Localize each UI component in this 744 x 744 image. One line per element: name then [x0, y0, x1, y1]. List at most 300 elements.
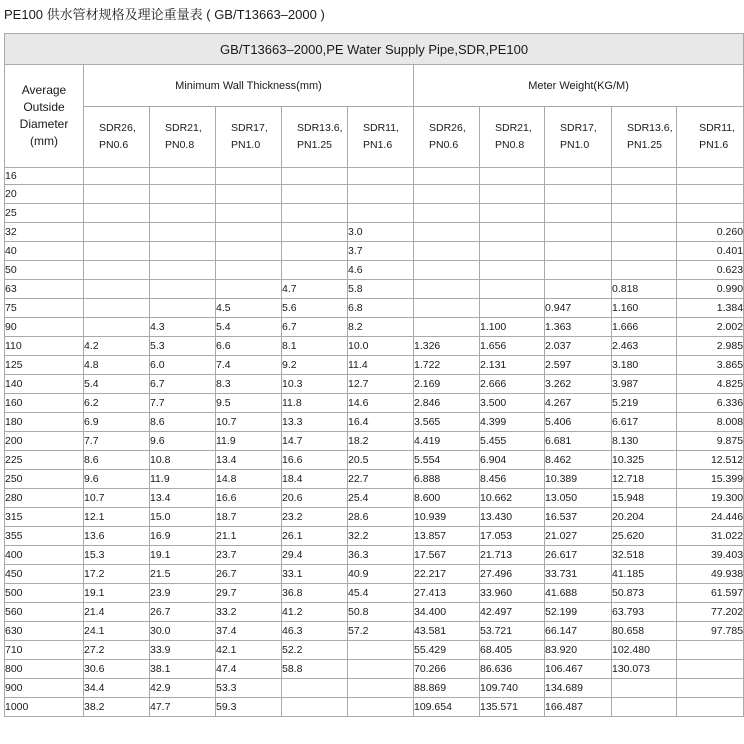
cell-thickness-sdr11 — [348, 660, 414, 679]
diameter-header — [5, 65, 84, 168]
cell-weight-sdr17: 4.267 — [545, 394, 612, 413]
table-row — [5, 223, 744, 242]
cell-thickness-sdr13-6: 36.8 — [282, 584, 348, 603]
cell-diameter: 630 — [5, 622, 84, 641]
cell-thickness-sdr21 — [150, 299, 216, 318]
table-row — [5, 527, 744, 546]
cell-weight-sdr13-6 — [612, 185, 677, 204]
cell-thickness-sdr11: 32.2 — [348, 527, 414, 546]
table-row — [5, 508, 744, 527]
cell-thickness-sdr17: 5.4 — [216, 318, 282, 337]
weight-group-header: Meter Weight(KG/M) — [414, 65, 744, 107]
thickness-group-header: Minimum Wall Thickness(mm) — [84, 65, 414, 107]
cell-thickness-sdr21: 33.9 — [150, 641, 216, 660]
cell-diameter: 25 — [5, 204, 84, 223]
cell-weight-sdr21 — [480, 185, 545, 204]
table-row — [5, 660, 744, 679]
cell-thickness-sdr26 — [84, 299, 150, 318]
cell-diameter: 800 — [5, 660, 84, 679]
cell-weight-sdr13-6 — [612, 223, 677, 242]
cell-diameter: 450 — [5, 565, 84, 584]
cell-thickness-sdr13-6: 46.3 — [282, 622, 348, 641]
cell-weight-sdr21: 6.904 — [480, 451, 545, 470]
cell-thickness-sdr11 — [348, 204, 414, 223]
cell-thickness-sdr21: 38.1 — [150, 660, 216, 679]
cell-thickness-sdr17: 10.7 — [216, 413, 282, 432]
cell-thickness-sdr26 — [84, 204, 150, 223]
cell-thickness-sdr17: 16.6 — [216, 489, 282, 508]
cell-thickness-sdr17: 33.2 — [216, 603, 282, 622]
cell-thickness-sdr13-6 — [282, 223, 348, 242]
cell-thickness-sdr11: 50.8 — [348, 603, 414, 622]
cell-thickness-sdr13-6: 33.1 — [282, 565, 348, 584]
cell-diameter: 225 — [5, 451, 84, 470]
cell-thickness-sdr26: 34.4 — [84, 679, 150, 698]
table-row — [5, 546, 744, 565]
cell-thickness-sdr11: 45.4 — [348, 584, 414, 603]
cell-weight-sdr21: 109.740 — [480, 679, 545, 698]
cell-thickness-sdr26: 4.8 — [84, 356, 150, 375]
cell-weight-sdr26: 70.266 — [414, 660, 480, 679]
cell-thickness-sdr21: 7.7 — [150, 394, 216, 413]
cell-weight-sdr13-6: 5.219 — [612, 394, 677, 413]
cell-weight-sdr11: 15.399 — [677, 470, 744, 489]
weight-sdr13-6-header: SDR13.6, PN1.25 — [612, 107, 677, 168]
cell-thickness-sdr13-6: 10.3 — [282, 375, 348, 394]
cell-thickness-sdr21 — [150, 168, 216, 185]
cell-thickness-sdr21: 10.8 — [150, 451, 216, 470]
cell-thickness-sdr11: 10.0 — [348, 337, 414, 356]
cell-diameter: 200 — [5, 432, 84, 451]
cell-thickness-sdr21: 26.7 — [150, 603, 216, 622]
cell-thickness-sdr13-6: 5.6 — [282, 299, 348, 318]
cell-weight-sdr17: 16.537 — [545, 508, 612, 527]
cell-weight-sdr17: 8.462 — [545, 451, 612, 470]
table-row — [5, 261, 744, 280]
cell-thickness-sdr13-6: 9.2 — [282, 356, 348, 375]
thickness-sdr13-6-header: SDR13.6, PN1.25 — [282, 107, 348, 168]
cell-weight-sdr26: 55.429 — [414, 641, 480, 660]
cell-weight-sdr21: 1.656 — [480, 337, 545, 356]
cell-thickness-sdr11: 4.6 — [348, 261, 414, 280]
cell-weight-sdr13-6 — [612, 242, 677, 261]
cell-weight-sdr13-6 — [612, 679, 677, 698]
cell-weight-sdr11 — [677, 660, 744, 679]
cell-weight-sdr13-6: 130.073 — [612, 660, 677, 679]
cell-weight-sdr17: 52.199 — [545, 603, 612, 622]
cell-thickness-sdr11 — [348, 168, 414, 185]
cell-thickness-sdr21: 23.9 — [150, 584, 216, 603]
cell-thickness-sdr17: 8.3 — [216, 375, 282, 394]
cell-thickness-sdr21: 19.1 — [150, 546, 216, 565]
cell-weight-sdr21: 135.571 — [480, 698, 545, 717]
cell-weight-sdr11: 19.300 — [677, 489, 744, 508]
cell-thickness-sdr11 — [348, 641, 414, 660]
table-row — [5, 413, 744, 432]
cell-thickness-sdr11: 40.9 — [348, 565, 414, 584]
cell-weight-sdr17 — [545, 204, 612, 223]
cell-thickness-sdr13-6: 11.8 — [282, 394, 348, 413]
cell-weight-sdr21: 10.662 — [480, 489, 545, 508]
cell-thickness-sdr26: 15.3 — [84, 546, 150, 565]
cell-weight-sdr11: 6.336 — [677, 394, 744, 413]
weight-sdr17-header: SDR17, PN1.0 — [545, 107, 612, 168]
cell-thickness-sdr13-6: 6.7 — [282, 318, 348, 337]
cell-thickness-sdr13-6 — [282, 168, 348, 185]
cell-weight-sdr13-6: 15.948 — [612, 489, 677, 508]
cell-weight-sdr11 — [677, 185, 744, 204]
cell-weight-sdr13-6: 6.617 — [612, 413, 677, 432]
cell-weight-sdr26: 34.400 — [414, 603, 480, 622]
table-row — [5, 204, 744, 223]
cell-weight-sdr13-6: 0.818 — [612, 280, 677, 299]
cell-thickness-sdr17 — [216, 261, 282, 280]
cell-thickness-sdr26: 13.6 — [84, 527, 150, 546]
cell-weight-sdr21 — [480, 280, 545, 299]
cell-thickness-sdr17: 21.1 — [216, 527, 282, 546]
cell-weight-sdr26: 17.567 — [414, 546, 480, 565]
cell-thickness-sdr13-6: 41.2 — [282, 603, 348, 622]
cell-weight-sdr26: 6.888 — [414, 470, 480, 489]
diameter-header-line: Outside — [23, 100, 65, 114]
cell-weight-sdr11 — [677, 168, 744, 185]
cell-weight-sdr11: 8.008 — [677, 413, 744, 432]
cell-weight-sdr21: 17.053 — [480, 527, 545, 546]
cell-weight-sdr26: 43.581 — [414, 622, 480, 641]
cell-thickness-sdr26: 9.6 — [84, 470, 150, 489]
cell-weight-sdr17: 134.689 — [545, 679, 612, 698]
cell-weight-sdr13-6 — [612, 168, 677, 185]
cell-weight-sdr21: 53.721 — [480, 622, 545, 641]
cell-weight-sdr17: 66.147 — [545, 622, 612, 641]
cell-weight-sdr26: 1.722 — [414, 356, 480, 375]
cell-thickness-sdr17: 42.1 — [216, 641, 282, 660]
cell-weight-sdr13-6: 50.873 — [612, 584, 677, 603]
cell-weight-sdr21: 4.399 — [480, 413, 545, 432]
cell-weight-sdr11: 0.990 — [677, 280, 744, 299]
cell-weight-sdr11: 24.446 — [677, 508, 744, 527]
diameter-header-line: Average — [21, 83, 67, 97]
cell-weight-sdr17: 6.681 — [545, 432, 612, 451]
cell-thickness-sdr11: 8.2 — [348, 318, 414, 337]
cell-diameter: 75 — [5, 299, 84, 318]
cell-thickness-sdr11 — [348, 185, 414, 204]
cell-thickness-sdr26 — [84, 223, 150, 242]
cell-thickness-sdr11: 16.4 — [348, 413, 414, 432]
table-row — [5, 641, 744, 660]
cell-thickness-sdr11: 20.5 — [348, 451, 414, 470]
cell-weight-sdr11 — [677, 641, 744, 660]
table-row — [5, 584, 744, 603]
cell-weight-sdr13-6: 3.180 — [612, 356, 677, 375]
cell-weight-sdr11: 2.985 — [677, 337, 744, 356]
cell-diameter: 16 — [5, 168, 84, 185]
cell-thickness-sdr17: 53.3 — [216, 679, 282, 698]
table-row — [5, 565, 744, 584]
table-row — [5, 470, 744, 489]
cell-thickness-sdr21 — [150, 280, 216, 299]
cell-weight-sdr13-6: 3.987 — [612, 375, 677, 394]
cell-thickness-sdr17: 47.4 — [216, 660, 282, 679]
cell-diameter: 110 — [5, 337, 84, 356]
cell-thickness-sdr26 — [84, 280, 150, 299]
cell-weight-sdr21: 2.131 — [480, 356, 545, 375]
cell-weight-sdr13-6: 1.160 — [612, 299, 677, 318]
cell-weight-sdr13-6: 10.325 — [612, 451, 677, 470]
cell-weight-sdr17 — [545, 168, 612, 185]
table-row — [5, 280, 744, 299]
cell-thickness-sdr13-6: 18.4 — [282, 470, 348, 489]
cell-weight-sdr11: 9.875 — [677, 432, 744, 451]
cell-diameter: 180 — [5, 413, 84, 432]
cell-thickness-sdr21: 6.7 — [150, 375, 216, 394]
cell-thickness-sdr21: 13.4 — [150, 489, 216, 508]
cell-weight-sdr17: 83.920 — [545, 641, 612, 660]
diameter-header-line: Diameter — [19, 117, 69, 131]
cell-thickness-sdr17: 18.7 — [216, 508, 282, 527]
cell-weight-sdr17: 21.027 — [545, 527, 612, 546]
cell-weight-sdr11 — [677, 698, 744, 717]
cell-thickness-sdr21: 47.7 — [150, 698, 216, 717]
cell-weight-sdr11: 4.825 — [677, 375, 744, 394]
thickness-sdr17-header: SDR17, PN1.0 — [216, 107, 282, 168]
cell-thickness-sdr17 — [216, 223, 282, 242]
cell-thickness-sdr21: 15.0 — [150, 508, 216, 527]
cell-thickness-sdr26: 6.2 — [84, 394, 150, 413]
cell-weight-sdr11: 39.403 — [677, 546, 744, 565]
cell-weight-sdr26 — [414, 168, 480, 185]
cell-diameter: 1000 — [5, 698, 84, 717]
cell-weight-sdr26: 10.939 — [414, 508, 480, 527]
cell-weight-sdr17: 2.597 — [545, 356, 612, 375]
cell-diameter: 90 — [5, 318, 84, 337]
cell-weight-sdr26 — [414, 242, 480, 261]
cell-thickness-sdr17: 7.4 — [216, 356, 282, 375]
cell-thickness-sdr21 — [150, 185, 216, 204]
cell-weight-sdr17: 2.037 — [545, 337, 612, 356]
table-row — [5, 242, 744, 261]
cell-thickness-sdr17: 26.7 — [216, 565, 282, 584]
cell-weight-sdr21: 13.430 — [480, 508, 545, 527]
cell-thickness-sdr11: 12.7 — [348, 375, 414, 394]
cell-thickness-sdr17: 37.4 — [216, 622, 282, 641]
cell-thickness-sdr17: 13.4 — [216, 451, 282, 470]
table-row — [5, 168, 744, 185]
table-row — [5, 603, 744, 622]
cell-diameter: 355 — [5, 527, 84, 546]
cell-thickness-sdr13-6 — [282, 698, 348, 717]
cell-weight-sdr26: 4.419 — [414, 432, 480, 451]
cell-thickness-sdr11: 11.4 — [348, 356, 414, 375]
cell-thickness-sdr11: 3.0 — [348, 223, 414, 242]
pipe-spec-table — [4, 33, 744, 717]
cell-weight-sdr13-6: 80.658 — [612, 622, 677, 641]
cell-diameter: 50 — [5, 261, 84, 280]
cell-thickness-sdr13-6: 20.6 — [282, 489, 348, 508]
cell-thickness-sdr26: 30.6 — [84, 660, 150, 679]
cell-thickness-sdr11: 22.7 — [348, 470, 414, 489]
table-row — [5, 375, 744, 394]
cell-weight-sdr17: 5.406 — [545, 413, 612, 432]
cell-weight-sdr21 — [480, 242, 545, 261]
cell-thickness-sdr17 — [216, 280, 282, 299]
cell-weight-sdr26 — [414, 318, 480, 337]
cell-weight-sdr13-6: 1.666 — [612, 318, 677, 337]
cell-weight-sdr21: 8.456 — [480, 470, 545, 489]
cell-thickness-sdr13-6: 58.8 — [282, 660, 348, 679]
weight-sdr26-header: SDR26, PN0.6 — [414, 107, 480, 168]
cell-weight-sdr26 — [414, 185, 480, 204]
cell-thickness-sdr21: 9.6 — [150, 432, 216, 451]
cell-weight-sdr21: 33.960 — [480, 584, 545, 603]
cell-thickness-sdr21 — [150, 223, 216, 242]
cell-weight-sdr13-6: 2.463 — [612, 337, 677, 356]
cell-thickness-sdr13-6: 16.6 — [282, 451, 348, 470]
cell-weight-sdr26: 109.654 — [414, 698, 480, 717]
cell-thickness-sdr21: 5.3 — [150, 337, 216, 356]
cell-thickness-sdr21: 30.0 — [150, 622, 216, 641]
cell-thickness-sdr26: 27.2 — [84, 641, 150, 660]
cell-thickness-sdr11: 6.8 — [348, 299, 414, 318]
table-row — [5, 337, 744, 356]
table-body — [5, 168, 744, 717]
cell-diameter: 400 — [5, 546, 84, 565]
cell-weight-sdr26: 27.413 — [414, 584, 480, 603]
cell-thickness-sdr26: 24.1 — [84, 622, 150, 641]
table-row — [5, 489, 744, 508]
cell-thickness-sdr11: 18.2 — [348, 432, 414, 451]
cell-thickness-sdr11: 25.4 — [348, 489, 414, 508]
cell-thickness-sdr26: 19.1 — [84, 584, 150, 603]
cell-weight-sdr13-6: 41.185 — [612, 565, 677, 584]
cell-thickness-sdr13-6: 29.4 — [282, 546, 348, 565]
cell-diameter: 710 — [5, 641, 84, 660]
cell-thickness-sdr17: 11.9 — [216, 432, 282, 451]
weight-sdr21-header: SDR21, PN0.8 — [480, 107, 545, 168]
cell-weight-sdr17: 13.050 — [545, 489, 612, 508]
cell-thickness-sdr17 — [216, 185, 282, 204]
cell-weight-sdr11 — [677, 204, 744, 223]
cell-diameter: 315 — [5, 508, 84, 527]
cell-weight-sdr13-6 — [612, 261, 677, 280]
cell-weight-sdr26: 2.169 — [414, 375, 480, 394]
table-row — [5, 698, 744, 717]
cell-thickness-sdr13-6 — [282, 261, 348, 280]
cell-weight-sdr11: 61.597 — [677, 584, 744, 603]
cell-weight-sdr17 — [545, 185, 612, 204]
cell-weight-sdr13-6: 8.130 — [612, 432, 677, 451]
cell-weight-sdr11: 31.022 — [677, 527, 744, 546]
cell-thickness-sdr17 — [216, 168, 282, 185]
cell-weight-sdr26: 22.217 — [414, 565, 480, 584]
cell-weight-sdr17: 166.487 — [545, 698, 612, 717]
table-row — [5, 185, 744, 204]
cell-weight-sdr21 — [480, 204, 545, 223]
cell-weight-sdr26: 13.857 — [414, 527, 480, 546]
cell-thickness-sdr13-6 — [282, 679, 348, 698]
cell-thickness-sdr13-6: 8.1 — [282, 337, 348, 356]
cell-thickness-sdr17: 29.7 — [216, 584, 282, 603]
table-row — [5, 622, 744, 641]
cell-weight-sdr17: 10.389 — [545, 470, 612, 489]
table-row — [5, 451, 744, 470]
thickness-sdr26-header: SDR26, PN0.6 — [84, 107, 150, 168]
cell-weight-sdr17: 106.467 — [545, 660, 612, 679]
cell-thickness-sdr11: 57.2 — [348, 622, 414, 641]
table-row — [5, 299, 744, 318]
table-caption: GB/T13663–2000,PE Water Supply Pipe,SDR,PE100 — [5, 34, 744, 65]
cell-thickness-sdr11: 36.3 — [348, 546, 414, 565]
cell-thickness-sdr26 — [84, 318, 150, 337]
cell-weight-sdr11: 3.865 — [677, 356, 744, 375]
cell-thickness-sdr13-6: 23.2 — [282, 508, 348, 527]
cell-diameter: 20 — [5, 185, 84, 204]
cell-weight-sdr21 — [480, 299, 545, 318]
cell-thickness-sdr11 — [348, 679, 414, 698]
cell-thickness-sdr26: 38.2 — [84, 698, 150, 717]
cell-thickness-sdr26: 6.9 — [84, 413, 150, 432]
cell-thickness-sdr17: 23.7 — [216, 546, 282, 565]
cell-weight-sdr13-6: 20.204 — [612, 508, 677, 527]
cell-thickness-sdr21: 6.0 — [150, 356, 216, 375]
cell-weight-sdr26 — [414, 204, 480, 223]
cell-thickness-sdr17: 4.5 — [216, 299, 282, 318]
cell-weight-sdr26 — [414, 223, 480, 242]
cell-thickness-sdr13-6: 52.2 — [282, 641, 348, 660]
cell-thickness-sdr13-6: 4.7 — [282, 280, 348, 299]
cell-weight-sdr17: 41.688 — [545, 584, 612, 603]
table-row — [5, 318, 744, 337]
cell-thickness-sdr21 — [150, 261, 216, 280]
cell-thickness-sdr21: 8.6 — [150, 413, 216, 432]
cell-thickness-sdr17 — [216, 204, 282, 223]
cell-weight-sdr17 — [545, 242, 612, 261]
cell-weight-sdr26: 8.600 — [414, 489, 480, 508]
cell-thickness-sdr13-6 — [282, 242, 348, 261]
cell-weight-sdr13-6 — [612, 698, 677, 717]
cell-weight-sdr21: 27.496 — [480, 565, 545, 584]
cell-weight-sdr21: 2.666 — [480, 375, 545, 394]
cell-weight-sdr17: 1.363 — [545, 318, 612, 337]
cell-weight-sdr13-6: 102.480 — [612, 641, 677, 660]
cell-weight-sdr21: 3.500 — [480, 394, 545, 413]
cell-weight-sdr11: 0.401 — [677, 242, 744, 261]
cell-weight-sdr26: 5.554 — [414, 451, 480, 470]
cell-diameter: 63 — [5, 280, 84, 299]
cell-diameter: 250 — [5, 470, 84, 489]
cell-weight-sdr17: 3.262 — [545, 375, 612, 394]
cell-thickness-sdr26: 21.4 — [84, 603, 150, 622]
cell-weight-sdr21: 68.405 — [480, 641, 545, 660]
cell-weight-sdr17 — [545, 280, 612, 299]
cell-thickness-sdr11: 3.7 — [348, 242, 414, 261]
cell-weight-sdr21 — [480, 261, 545, 280]
cell-weight-sdr17 — [545, 261, 612, 280]
cell-weight-sdr26 — [414, 299, 480, 318]
cell-weight-sdr11 — [677, 679, 744, 698]
cell-thickness-sdr21: 21.5 — [150, 565, 216, 584]
cell-weight-sdr11: 12.512 — [677, 451, 744, 470]
thickness-sdr11-header: SDR11, PN1.6 — [348, 107, 414, 168]
cell-thickness-sdr26: 5.4 — [84, 375, 150, 394]
cell-weight-sdr13-6: 25.620 — [612, 527, 677, 546]
cell-weight-sdr13-6: 32.518 — [612, 546, 677, 565]
cell-thickness-sdr11: 28.6 — [348, 508, 414, 527]
cell-weight-sdr11: 0.260 — [677, 223, 744, 242]
cell-thickness-sdr21 — [150, 242, 216, 261]
cell-weight-sdr21: 21.713 — [480, 546, 545, 565]
cell-weight-sdr13-6: 63.793 — [612, 603, 677, 622]
